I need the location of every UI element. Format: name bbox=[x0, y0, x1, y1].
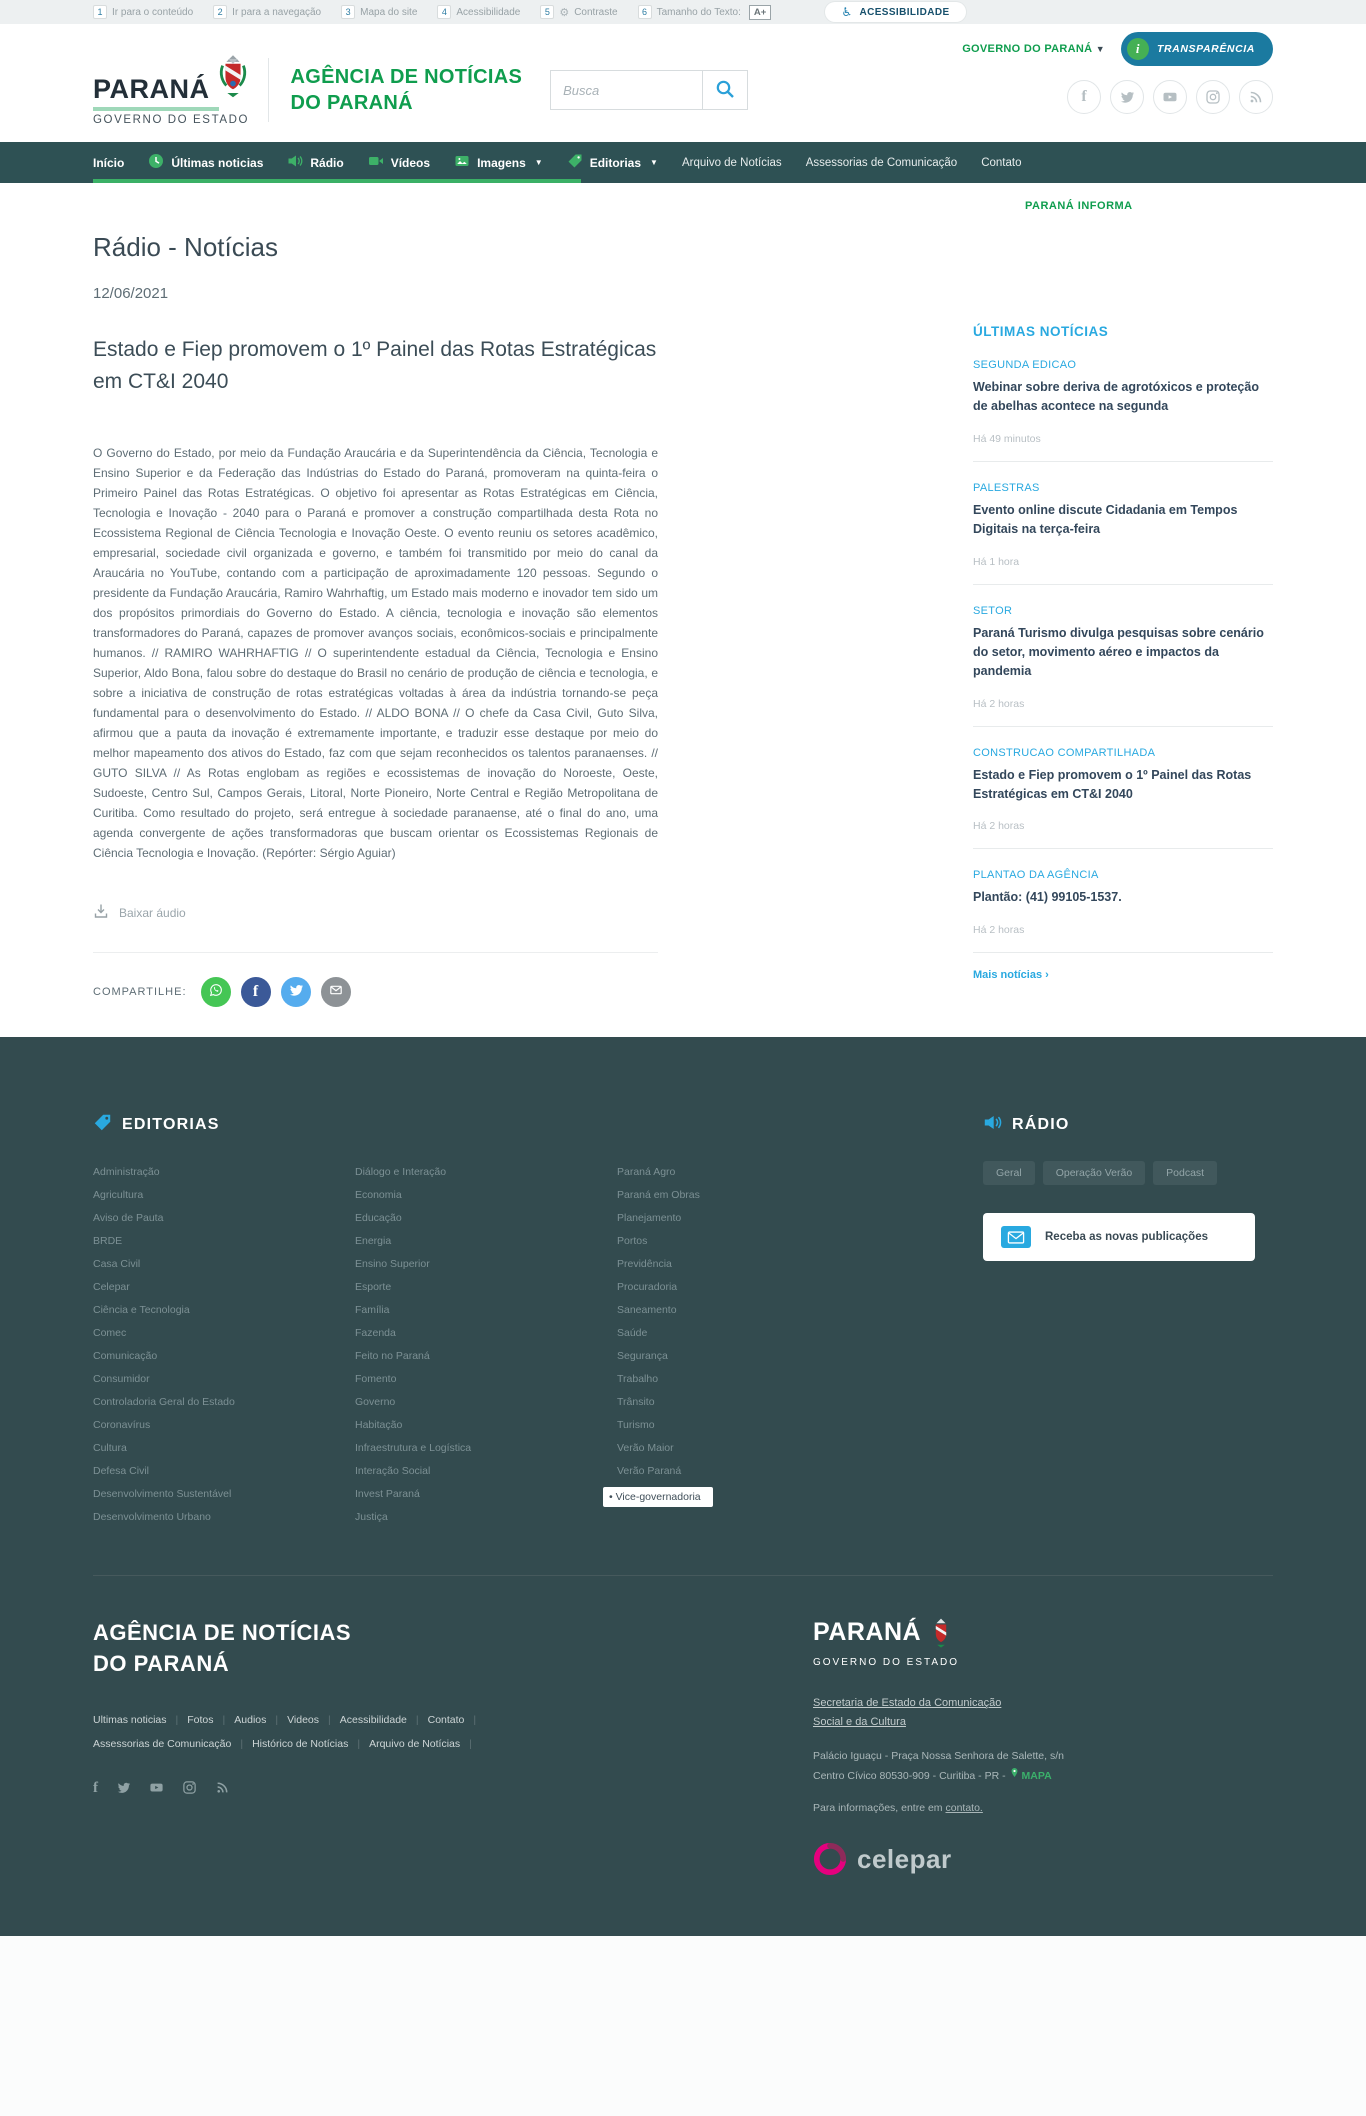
latest-news-title: ÚLTIMAS NOTÍCIAS bbox=[973, 324, 1109, 339]
footer-agency-title[interactable] bbox=[93, 1618, 351, 1680]
youtube-icon[interactable] bbox=[1153, 80, 1187, 114]
tag-icon bbox=[567, 153, 583, 172]
footer-link[interactable]: Assessorias de Comunicação bbox=[93, 1737, 232, 1750]
shortcut-content[interactable] bbox=[93, 5, 193, 19]
transparencia-label: TRANSPARÊNCIA bbox=[1156, 43, 1255, 55]
news-timestamp: Há 49 minutos bbox=[973, 432, 1041, 445]
sidebar bbox=[973, 196, 1273, 1007]
editoria-link[interactable]: Comec bbox=[93, 1327, 127, 1339]
shortcut-navigation[interactable] bbox=[213, 5, 321, 19]
news-item bbox=[973, 727, 1273, 850]
editoria-link[interactable]: Segurança bbox=[617, 1350, 668, 1362]
shortcut-sitemap[interactable] bbox=[341, 5, 417, 19]
share-twitter-button[interactable] bbox=[281, 977, 311, 1007]
email-icon bbox=[328, 982, 344, 1003]
editoria-link[interactable]: Interação Social bbox=[355, 1465, 431, 1477]
editorias-column-3 bbox=[617, 1165, 879, 1533]
radio-podcast-button[interactable]: Podcast bbox=[1153, 1161, 1217, 1185]
header-social-row bbox=[1067, 80, 1273, 114]
news-category-link[interactable]: PALESTRAS bbox=[973, 481, 1040, 494]
editoria-link[interactable]: Paraná Agro bbox=[617, 1166, 676, 1178]
share-facebook-button[interactable] bbox=[241, 977, 271, 1007]
radio-heading bbox=[983, 1113, 1273, 1137]
editoria-link[interactable]: Verão Maior bbox=[617, 1442, 674, 1454]
shortcut-accessibility[interactable] bbox=[437, 5, 520, 19]
facebook-icon[interactable]: f bbox=[1067, 80, 1101, 114]
news-timestamp: Há 2 horas bbox=[973, 697, 1025, 710]
editoria-link[interactable]: Trânsito bbox=[617, 1396, 655, 1408]
article-title: Estado e Fiep promovem o 1º Painel das Rotas Estratégicas em CT&I 2040 bbox=[93, 338, 657, 393]
site-title[interactable] bbox=[291, 64, 523, 116]
editoria-link[interactable]: Portos bbox=[617, 1235, 648, 1247]
editoria-link[interactable]: Controladoria Geral do Estado bbox=[93, 1396, 235, 1408]
nav-underline bbox=[93, 179, 581, 183]
nav-contato[interactable]: Contato bbox=[981, 156, 1022, 169]
editoria-link[interactable]: Ciência e Tecnologia bbox=[93, 1304, 190, 1316]
nav-label: Vídeos bbox=[390, 155, 431, 170]
editoria-link[interactable]: Celepar bbox=[93, 1281, 130, 1293]
transparencia-button[interactable] bbox=[1121, 32, 1273, 66]
download-audio-link[interactable] bbox=[93, 903, 186, 922]
shortcut-label: Mapa do site bbox=[360, 6, 418, 18]
editoria-link[interactable]: Saúde bbox=[617, 1327, 648, 1339]
subscribe-button[interactable] bbox=[983, 1213, 1255, 1261]
footer-agency-line1: AGÊNCIA DE NOTÍCIAS bbox=[93, 1620, 352, 1645]
editoria-link[interactable]: Previdência bbox=[617, 1258, 672, 1270]
editoria-link[interactable]: Consumidor bbox=[93, 1373, 150, 1385]
parana-logo[interactable] bbox=[93, 54, 250, 126]
shortcut-key: 2 bbox=[213, 5, 227, 19]
accessibility-button-label: ACESSIBILIDADE bbox=[859, 6, 950, 18]
accessibility-button[interactable] bbox=[825, 2, 965, 22]
parana-coat-of-arms-icon bbox=[216, 54, 250, 103]
editoria-link[interactable]: Desenvolvimento Sustentável bbox=[93, 1488, 232, 1500]
share-row bbox=[93, 977, 658, 1007]
nav-label: Editorias bbox=[589, 155, 642, 170]
whatsapp-icon bbox=[208, 982, 224, 1003]
editoria-link[interactable]: Administração bbox=[93, 1166, 160, 1178]
nav-inicio[interactable] bbox=[93, 156, 124, 170]
news-item bbox=[973, 339, 1273, 462]
address-line1: Palácio Iguaçu - Praça Nossa Senhora de Salette, s/n bbox=[813, 1750, 1064, 1763]
site-title-line2: DO PARANÁ bbox=[290, 92, 413, 114]
shortcut-label: Contraste bbox=[574, 6, 618, 18]
news-category-link[interactable]: PLANTAO DA AGÊNCIA bbox=[973, 869, 1099, 882]
nav-imagens[interactable] bbox=[454, 153, 543, 172]
editoria-link[interactable]: Educação bbox=[355, 1212, 402, 1224]
editoria-link[interactable]: Energia bbox=[355, 1235, 392, 1247]
editoria-link[interactable]: Feito no Paraná bbox=[355, 1350, 430, 1362]
editorias-title: EDITORIAS bbox=[122, 1116, 220, 1133]
editoria-link[interactable]: Verão Paraná bbox=[617, 1465, 682, 1477]
editoria-link[interactable]: Agricultura bbox=[93, 1189, 144, 1201]
celepar-circle-icon bbox=[813, 1842, 847, 1876]
news-title-link[interactable]: Estado e Fiep promovem o 1º Painel das Rotas Estratégicas em CT&I 2040 bbox=[973, 767, 1252, 801]
editorias-heading bbox=[93, 1113, 923, 1137]
editoria-link[interactable]: Família bbox=[355, 1304, 390, 1316]
latest-news-list bbox=[973, 339, 1273, 953]
parana-informa-label: PARANÁ INFORMA bbox=[1025, 200, 1133, 212]
footer-agency-line2: DO PARANÁ bbox=[93, 1650, 230, 1676]
shortcut-key: 3 bbox=[341, 5, 355, 19]
editoria-link[interactable]: Planejamento bbox=[617, 1212, 682, 1224]
footer-link[interactable]: Histórico de Notícias bbox=[252, 1737, 349, 1750]
shortcut-contrast[interactable] bbox=[540, 5, 617, 19]
editoria-link[interactable]: BRDE bbox=[93, 1235, 123, 1247]
footer-governo-subtitle: GOVERNO DO ESTADO bbox=[813, 1657, 960, 1668]
editoria-link[interactable]: Economia bbox=[355, 1189, 402, 1201]
editoria-link[interactable]: Paraná em Obras bbox=[617, 1189, 700, 1201]
nav-editorias[interactable] bbox=[567, 153, 658, 172]
main-navigation bbox=[0, 142, 1366, 183]
accessibility-bar bbox=[0, 0, 1366, 24]
contact-link[interactable]: contato. bbox=[945, 1802, 983, 1815]
map-link-label: MAPA bbox=[1021, 1769, 1052, 1782]
chevron-down-icon: ▼ bbox=[534, 158, 543, 167]
editoria-link[interactable]: Fomento bbox=[355, 1373, 397, 1385]
contrast-gear-icon: ⚙ bbox=[559, 6, 570, 19]
editorias-column-2 bbox=[355, 1165, 617, 1533]
twitter-icon bbox=[288, 982, 304, 1003]
footer-link[interactable]: Acessibilidade bbox=[339, 1713, 407, 1726]
facebook-icon: f bbox=[252, 983, 259, 1000]
radio-operacao-verao-button[interactable]: Operação Verão bbox=[1043, 1161, 1145, 1185]
search-icon bbox=[715, 79, 735, 102]
shortcut-text-size[interactable] bbox=[638, 5, 772, 20]
news-category-link[interactable]: SEGUNDA EDICAO bbox=[973, 359, 1077, 371]
editoria-link[interactable]: Turismo bbox=[617, 1419, 655, 1431]
shortcut-key: 4 bbox=[437, 5, 451, 19]
article-date: 12/06/2021 bbox=[93, 285, 169, 302]
footer-link[interactable]: Videos bbox=[287, 1713, 320, 1726]
twitter-icon[interactable] bbox=[1110, 80, 1144, 114]
download-audio-label: Baixar áudio bbox=[119, 905, 186, 920]
footer-links-row1 bbox=[93, 1714, 733, 1726]
speaker-icon bbox=[287, 153, 303, 172]
download-icon bbox=[93, 903, 109, 922]
celepar-logo[interactable] bbox=[813, 1842, 952, 1876]
nav-label: Últimas noticias bbox=[171, 155, 264, 170]
news-item bbox=[973, 462, 1273, 585]
parana-coat-of-arms-icon bbox=[929, 1618, 953, 1653]
news-category-link[interactable]: CONSTRUCAO COMPARTILHADA bbox=[973, 746, 1156, 759]
search-input[interactable] bbox=[550, 70, 702, 110]
transparency-info-icon: i bbox=[1127, 38, 1149, 60]
editoria-link[interactable]: Trabalho bbox=[617, 1373, 659, 1385]
facebook-icon[interactable]: f bbox=[93, 1779, 98, 1796]
video-camera-icon bbox=[368, 153, 384, 172]
footer-link[interactable]: Audios bbox=[234, 1713, 267, 1726]
search-bar bbox=[550, 70, 748, 110]
speaker-icon bbox=[983, 1113, 1002, 1137]
shortcut-key: 5 bbox=[540, 5, 554, 19]
nav-label: Imagens bbox=[477, 155, 526, 170]
header-divider bbox=[268, 58, 269, 122]
footer-link[interactable]: Arquivo de Notícias bbox=[369, 1737, 461, 1750]
nav-videos[interactable] bbox=[368, 153, 430, 172]
shortcut-label: Acessibilidade bbox=[456, 6, 521, 18]
footer-address bbox=[813, 1747, 1273, 1786]
celepar-wordmark: celepar bbox=[857, 1843, 952, 1874]
more-news-link[interactable]: Mais notícias › bbox=[973, 968, 1049, 981]
editoria-link[interactable]: Cultura bbox=[93, 1442, 127, 1454]
nav-radio[interactable] bbox=[287, 153, 343, 172]
editoria-link[interactable]: Habitação bbox=[355, 1419, 403, 1431]
instagram-icon[interactable] bbox=[1196, 80, 1230, 114]
news-title-link[interactable]: Plantão: (41) 99105-1537. bbox=[973, 890, 1122, 905]
wheelchair-icon: ♿ bbox=[841, 5, 853, 19]
article-divider bbox=[93, 952, 658, 953]
nav-label: Início bbox=[93, 155, 125, 170]
clock-icon bbox=[148, 153, 164, 172]
rss-icon[interactable] bbox=[1239, 80, 1273, 114]
map-pin-icon bbox=[1009, 1766, 1020, 1786]
subscribe-label: Receba as novas publicações bbox=[1045, 1231, 1208, 1243]
editoria-link[interactable]: Justiça bbox=[355, 1511, 388, 1523]
shortcut-label: Ir para a navegação bbox=[232, 6, 322, 18]
footer-link[interactable]: Ultimas noticias bbox=[93, 1713, 167, 1726]
editoria-link[interactable]: Esporte bbox=[355, 1281, 392, 1293]
shortcut-key: 1 bbox=[93, 5, 107, 19]
secretary-link[interactable]: Secretaria de Estado da Comunicação Social e da Cultura bbox=[813, 1697, 1002, 1728]
news-timestamp: Há 2 horas bbox=[973, 923, 1025, 936]
search-button[interactable] bbox=[702, 70, 748, 110]
editoria-link[interactable]: Infraestrutura e Logística bbox=[355, 1442, 472, 1454]
footer-link[interactable]: Contato bbox=[427, 1713, 465, 1726]
news-title-link[interactable]: Webinar sobre deriva de agrotóxicos e proteção de abelhas acontece na segunda bbox=[973, 380, 1259, 414]
shortcut-key: 6 bbox=[638, 5, 652, 19]
editoria-link[interactable]: • Vice-governadoria bbox=[603, 1487, 713, 1507]
logo-green-bar bbox=[93, 107, 219, 111]
editoria-link[interactable]: Aviso de Pauta bbox=[93, 1212, 164, 1224]
nav-ultimas-noticias[interactable] bbox=[148, 153, 263, 172]
rss-icon[interactable] bbox=[215, 1780, 230, 1800]
parana-wordmark: PARANÁ bbox=[93, 74, 210, 104]
radio-title: RÁDIO bbox=[1012, 1116, 1070, 1133]
radio-geral-button[interactable]: Geral bbox=[983, 1161, 1035, 1185]
tag-icon bbox=[93, 1113, 112, 1137]
news-item bbox=[973, 585, 1273, 727]
editoria-link[interactable]: Coronavírus bbox=[93, 1419, 151, 1431]
text-size-badge[interactable]: A+ bbox=[749, 5, 771, 20]
footer-divider bbox=[93, 1575, 1273, 1576]
instagram-icon[interactable] bbox=[182, 1780, 197, 1800]
chevron-down-icon: ▼ bbox=[650, 158, 658, 167]
news-category-link[interactable]: SETOR bbox=[973, 604, 1013, 617]
site-title-line1: AGÊNCIA DE NOTÍCIAS bbox=[290, 66, 523, 88]
share-label: COMPARTILHE: bbox=[93, 986, 187, 998]
footer-parana-wordmark: PARANÁ bbox=[813, 1618, 922, 1646]
page-title: Rádio - Notícias bbox=[93, 232, 278, 262]
twitter-icon[interactable] bbox=[116, 1780, 131, 1800]
editoria-link[interactable]: Casa Civil bbox=[93, 1258, 141, 1270]
editorias-column-1 bbox=[93, 1165, 355, 1533]
footer-link[interactable]: Fotos bbox=[187, 1713, 214, 1726]
contact-prefix: Para informações, entre em bbox=[813, 1802, 946, 1815]
contact-line bbox=[813, 1802, 1273, 1814]
nav-label: Rádio bbox=[310, 155, 344, 170]
logo-subtitle: GOVERNO DO ESTADO bbox=[93, 114, 250, 126]
footer-governo-logo[interactable] bbox=[813, 1618, 953, 1653]
governo-dropdown-label: GOVERNO DO PARANÁ bbox=[962, 43, 1093, 55]
article-body: O Governo do Estado, por meio da Fundação Araucária e da Superintendência da Ciência, Tecnologia e Ensino Superior e da Federação das Indústrias do Estado do Paraná, promoveram na quinta-feira o Primeiro Painel das Rotas Estratégicas. O objetivo foi apresentar as Rotas Estratégicas em Ciência, Tecnologia e Inovação - 2040 para o Paraná e promover a construção compartilhada desta Rota no Ecossistema Regional de Ciência Tecnologia e Inovação Oeste. O evento reuniu os setores acadêmico, empresarial, sociedade civil organizada e governo, e também foi transmitido por meio do canal da Araucária no YouTube, contando com a participação de aproximadamente 120 pessoas. Segundo o presidente da Fundação Araucária, Ramiro Wahrhaftig, um Estado mais moderno e inovador tem sido um dos propósitos primordiais do Governo do Estado. A ciência, tecnologia e inovação são elementos transformadores do Paraná, capazes de promover avanços sociais, econômicos-sociais e principalmente humanos. // RAMIRO WAHRHAFTIG // O superintendente estadual da Ciência, Tecnologia e Ensino Superior, Aldo Bona, falou sobre do destaque do Brasil no cenário de produção de ciência e tecnologia, e sobre a iniciativa de construção de rotas estratégicas voltadas à área da indústria tornando-se peça fundamental para o desenvolvimento do Estado. // ALDO BONA // O chefe da Casa Civil, Guto Silva, afirmou que a pauta da inovação é extremamente importante, e traduzir esse destaque por meio do melhor mapeamento dos ativos do Estado, faz com que sejam reconhecidos os talentos paranaenses. // GUTO SILVA // As Rotas englobam as regiões e ecossistemas de inovação do Noroeste, Oeste, Sudoeste, Centro Sul, Campos Gerais, Litoral, Norte Pioneiro, Norte Central e Região Metropolitana de Curitiba. Como resultado do projeto, será entregue à sociedade paranaense, até o final do ano, uma agenda convergente de ações transformadoras que buscam orientar os Ecossistemas Regionais de Ciência Tecnologia e Inovação. (Repórter: Sérgio Aguiar) bbox=[93, 446, 658, 860]
article-column bbox=[93, 196, 658, 1007]
radio-buttons bbox=[983, 1161, 1273, 1185]
editoria-link[interactable]: Invest Paraná bbox=[355, 1488, 420, 1500]
governo-do-parana-dropdown[interactable] bbox=[962, 43, 1105, 55]
editoria-link[interactable]: Comunicação bbox=[93, 1350, 158, 1362]
share-email-button[interactable] bbox=[321, 977, 351, 1007]
editoria-link[interactable]: Procuradoria bbox=[617, 1281, 678, 1293]
chevron-down-icon: ▼ bbox=[1095, 44, 1105, 54]
news-item bbox=[973, 849, 1273, 952]
news-timestamp: Há 1 hora bbox=[973, 555, 1020, 568]
map-link[interactable] bbox=[1009, 1766, 1052, 1786]
news-title-link[interactable]: Paraná Turismo divulga pesquisas sobre cenário do setor, movimento aéreo e impactos da pandemia bbox=[973, 625, 1264, 679]
news-timestamp: Há 2 horas bbox=[973, 820, 1025, 833]
editoria-link[interactable]: Diálogo e Interação bbox=[355, 1166, 447, 1178]
shortcut-label: Tamanho do Texto: bbox=[656, 6, 741, 18]
address-line2: Centro Cívico 80530-909 - Curitiba - PR - bbox=[813, 1770, 1006, 1783]
youtube-icon[interactable] bbox=[149, 1780, 164, 1800]
image-icon bbox=[454, 153, 470, 172]
editoria-link[interactable]: Ensino Superior bbox=[355, 1258, 430, 1270]
editoria-link[interactable]: Governo bbox=[355, 1396, 396, 1408]
editoria-link[interactable]: Saneamento bbox=[617, 1304, 677, 1316]
footer-social-row bbox=[93, 1780, 733, 1800]
share-whatsapp-button[interactable] bbox=[201, 977, 231, 1007]
editoria-link[interactable]: Defesa Civil bbox=[93, 1465, 150, 1477]
nav-arquivo-de-noticias[interactable]: Arquivo de Notícias bbox=[681, 156, 782, 169]
news-title-link[interactable]: Evento online discute Cidadania em Tempos Digitais na terça-feira bbox=[973, 502, 1238, 537]
footer-links-row2 bbox=[93, 1738, 733, 1750]
editoria-link[interactable]: Desenvolvimento Urbano bbox=[93, 1511, 211, 1523]
nav-assessorias[interactable]: Assessorias de Comunicação bbox=[805, 156, 958, 169]
editoria-link[interactable]: Fazenda bbox=[355, 1327, 396, 1339]
header bbox=[0, 24, 1366, 142]
email-icon bbox=[1001, 1226, 1031, 1248]
footer bbox=[0, 1037, 1366, 1936]
shortcut-label: Ir para o conteúdo bbox=[112, 6, 194, 18]
